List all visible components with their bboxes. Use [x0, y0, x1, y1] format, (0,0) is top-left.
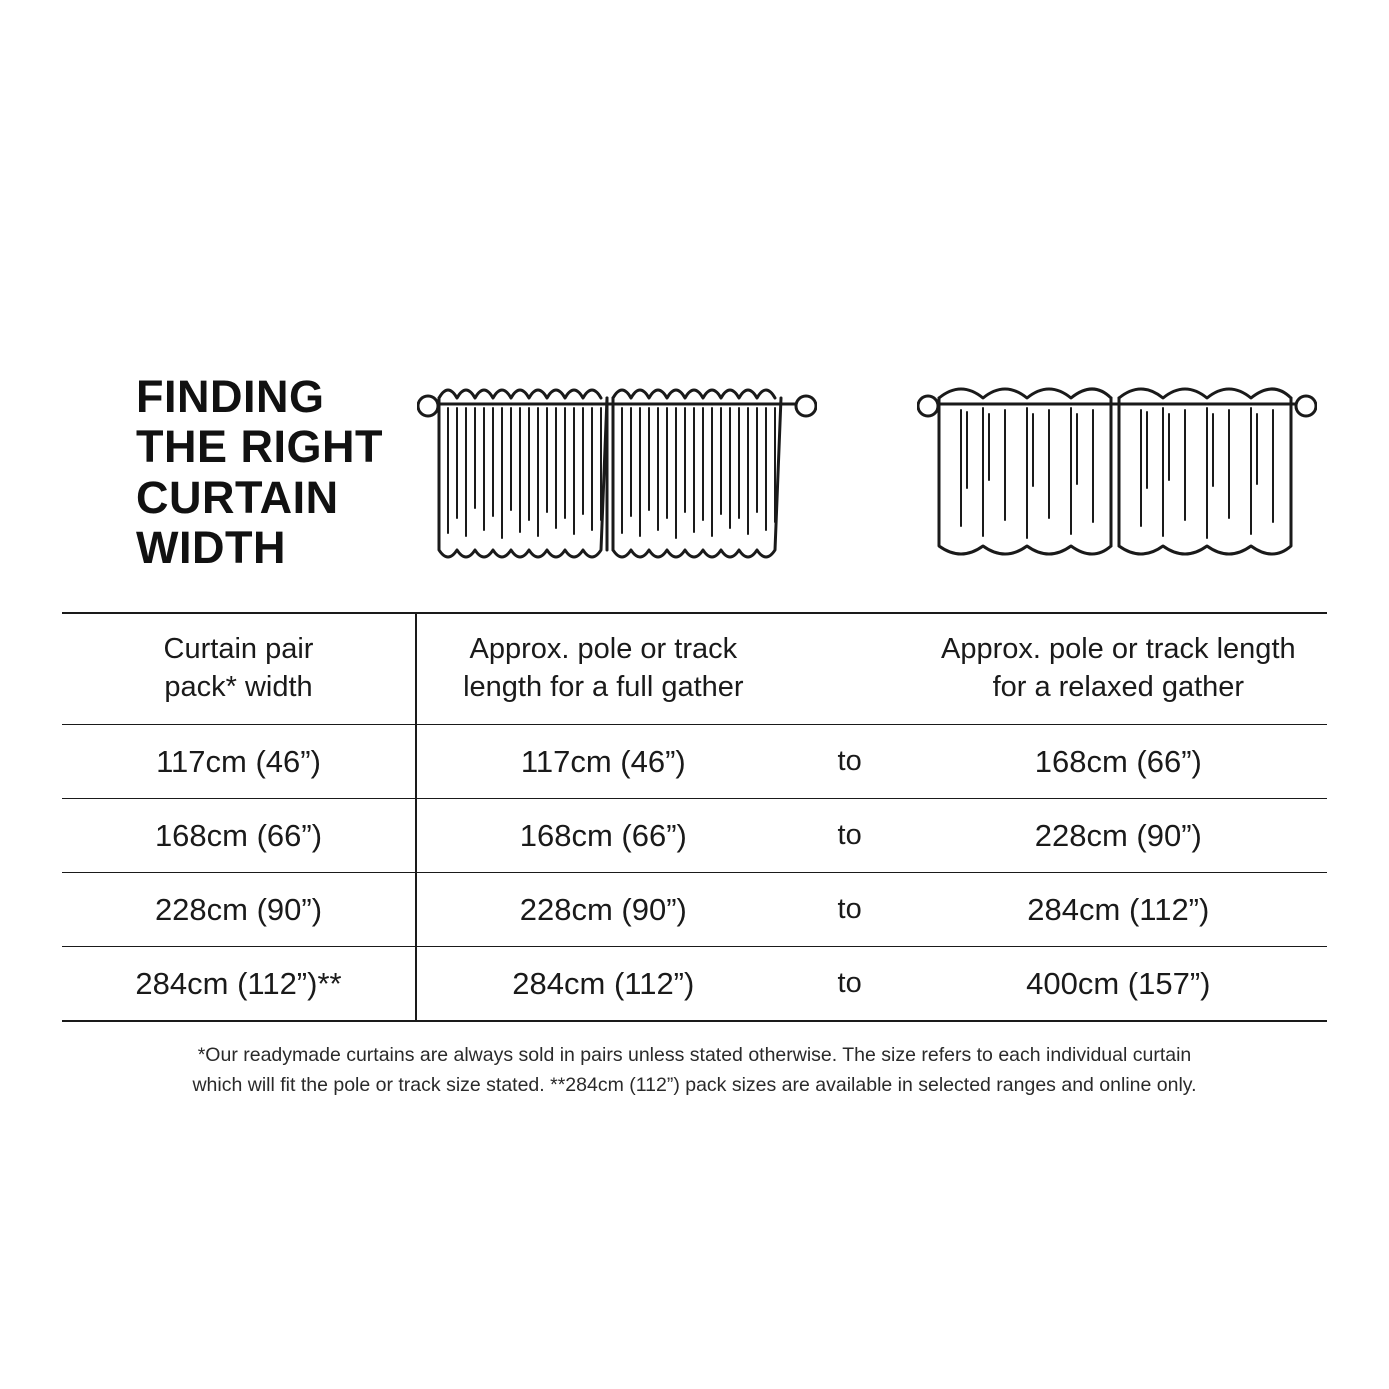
cell-connector [790, 725, 910, 798]
relaxed-gather-value: 228cm (90”) [1034, 817, 1202, 853]
pack-width-value: 228cm (90”) [154, 891, 323, 927]
cell-connector [790, 947, 910, 1020]
pack-width-value: 117cm (46”) [156, 743, 321, 779]
relaxed-gather-curtain-illustration [917, 368, 1317, 588]
title-line-2: THE RIGHT [136, 421, 383, 473]
full-gather-value: 228cm (90”) [519, 891, 687, 927]
full-gather-value: 117cm (46”) [520, 743, 686, 779]
relaxed-gather-curtain-svg [917, 368, 1317, 583]
header-cell-spacer [790, 614, 910, 724]
cell-relaxed-gather [910, 873, 1327, 946]
connector-label: to [837, 745, 862, 777]
header-full-gather-line1: Approx. pole or track [469, 633, 738, 666]
title-line-1: FINDING [136, 371, 325, 422]
header-cell-full-gather [417, 614, 790, 724]
table-row [62, 873, 1327, 947]
header-cell-relaxed-gather [910, 614, 1327, 724]
header-cell-pack-width [62, 614, 417, 724]
cell-connector [790, 873, 910, 946]
cell-pack-width [62, 799, 417, 872]
header-pack-width-line2: pack* width [164, 671, 313, 703]
pack-width-value: 284cm (112”)** [135, 965, 342, 1001]
full-gather-curtain-illustration [417, 368, 817, 588]
title-line-3: CURTAIN [136, 471, 339, 523]
cell-pack-width [62, 873, 417, 946]
table-header-row [62, 614, 1327, 725]
header-relaxed-gather-line1: Approx. pole or track length [940, 633, 1296, 666]
cell-pack-width [62, 947, 417, 1020]
page-title [62, 360, 417, 574]
relaxed-gather-value: 284cm (112”) [1027, 891, 1210, 927]
table-row [62, 799, 1327, 873]
connector-label: to [837, 893, 862, 925]
relaxed-gather-value: 400cm (157”) [1026, 965, 1211, 1001]
header-pack-width-line1: Curtain pair [163, 633, 314, 666]
relaxed-gather-value: 168cm (66”) [1034, 743, 1202, 779]
cell-full-gather [417, 725, 790, 798]
table-row [62, 725, 1327, 799]
cell-relaxed-gather [910, 725, 1327, 798]
full-gather-value: 168cm (66”) [519, 817, 687, 853]
full-gather-value: 284cm (112”) [512, 965, 695, 1001]
curtain-width-table [62, 612, 1327, 1022]
footnote-line-2: which will fit the pole or track size stated. **284cm (112”) pack sizes are available in selected ranges and online only. [192, 1074, 1197, 1097]
header-relaxed-gather-line2: for a relaxed gather [992, 671, 1245, 703]
cell-relaxed-gather [910, 799, 1327, 872]
footnote [62, 1040, 1327, 1100]
illustrations [417, 360, 1327, 588]
footnote-line-1: *Our readymade curtains are always sold in pairs unless stated otherwise. The size refers to each individual curtain [197, 1044, 1192, 1066]
cell-connector [790, 799, 910, 872]
cell-full-gather [417, 799, 790, 872]
table-row [62, 947, 1327, 1022]
connector-label: to [837, 967, 862, 999]
header-full-gather-line2: length for a full gather [463, 671, 744, 703]
connector-label: to [837, 819, 862, 851]
title-line-4: WIDTH [136, 522, 286, 574]
full-gather-curtain-svg [417, 368, 817, 583]
header-row [62, 360, 1327, 610]
cell-full-gather [417, 947, 790, 1020]
title-text [136, 372, 417, 574]
pack-width-value: 168cm (66”) [154, 817, 323, 853]
diagram-content [62, 360, 1327, 1100]
cell-full-gather [417, 873, 790, 946]
cell-pack-width [62, 725, 417, 798]
cell-relaxed-gather [910, 947, 1327, 1020]
